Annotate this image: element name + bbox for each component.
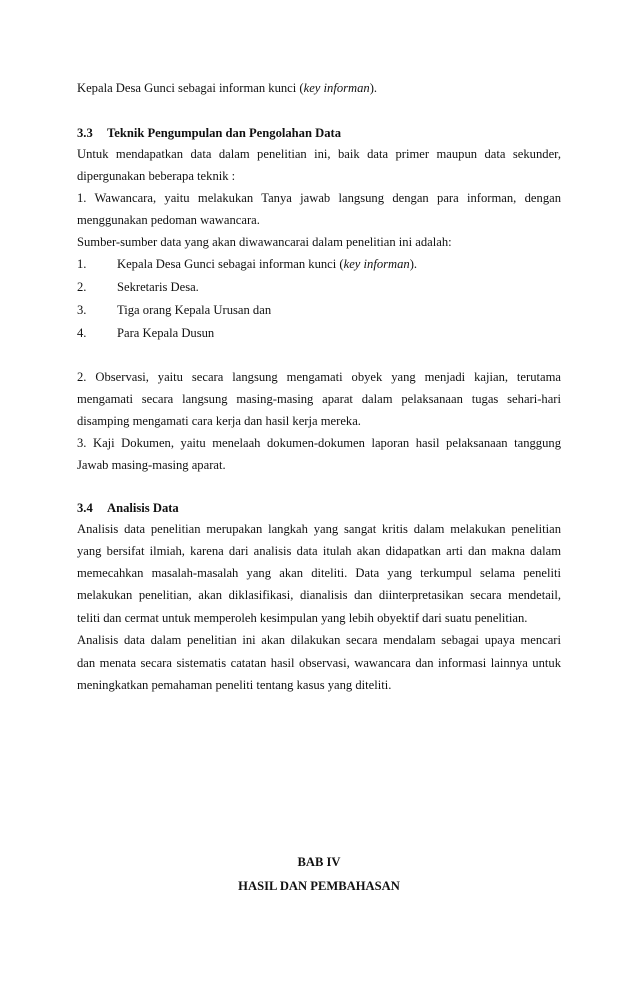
- text-line: Jawab masing-masing aparat.: [77, 458, 226, 472]
- list-text: Sekretaris Desa.: [117, 280, 199, 294]
- text-line: 1. Wawancara, yaitu melakukan Tanya jawab langsung dengan para informan, dengan: [77, 191, 561, 205]
- list-italic: key informan: [343, 257, 410, 271]
- text-line: 2. Observasi, yaitu secara langsung mengamati obyek yang menjadi kajian, terutama: [77, 370, 561, 384]
- text-line: disamping mengamati cara kerja dan hasil kerja mereka.: [77, 414, 361, 428]
- list-number: 2.: [77, 280, 87, 294]
- chapter-title: HASIL DAN PEMBAHASAN: [238, 879, 400, 893]
- list-number: 3.: [77, 303, 87, 317]
- text-line: teliti dan cermat untuk memperoleh kesimpulan yang lebih obyektif dari suatu penelitian.: [77, 611, 528, 625]
- section-3-3-heading: [77, 125, 341, 141]
- list-text: Para Kepala Dusun: [117, 326, 215, 340]
- text-line: 3. Kaji Dokumen, yaitu menelaah dokumen-dokumen laporan hasil pelaksanaan tanggung: [77, 436, 561, 450]
- text-line: melakukan penelitian, akan diklasifikasi, dianalisis dan diinterpretasikan secara mendetail,: [77, 588, 561, 602]
- text-line: meningkatkan pemahaman peneliti tentang kasus yang diteliti.: [77, 678, 392, 692]
- section-3-4-heading: [77, 500, 179, 516]
- text-line: dan menata secara sistematis catatan hasil observasi, wawancara dan informasi lainnya untuk: [77, 656, 561, 670]
- section-title: Teknik Pengumpulan dan Pengolahan Data: [107, 126, 341, 140]
- list-item: [77, 279, 199, 295]
- text-line: mengamati secara langsung masing-masing aparat dalam pelaksanaan tugas sehari-hari: [77, 392, 561, 406]
- chapter-label: BAB IV: [297, 855, 341, 869]
- section-number: 3.3: [77, 126, 93, 140]
- section-number: 3.4: [77, 501, 93, 515]
- text-line: menggunakan pedoman wawancara.: [77, 213, 260, 227]
- text-line: dipergunakan beberapa teknik :: [77, 169, 236, 183]
- text-line: Untuk mendapatkan data dalam penelitian ini, baik data primer maupun data sekunder,: [77, 147, 561, 161]
- intro-text-end: ).: [369, 81, 378, 95]
- text-line: memecahkan masalah-masalah yang akan diteliti. Data yang terkumpul selama peneliti: [77, 566, 561, 580]
- intro-italic: key informan: [303, 81, 370, 95]
- text-line: Sumber-sumber data yang akan diwawancarai dalam penelitian ini adalah:: [77, 235, 452, 249]
- list-text-end: ).: [409, 257, 418, 271]
- section-title: Analisis Data: [107, 501, 179, 515]
- text-line: yang bersifat ilmiah, karena dari analisis data itulah akan didapatkan arti dan makna dalam: [77, 544, 561, 558]
- list-item: [77, 256, 417, 272]
- list-number: 4.: [77, 326, 87, 340]
- list-number: 1.: [77, 257, 87, 271]
- list-text: Tiga orang Kepala Urusan dan: [117, 303, 272, 317]
- intro-paragraph: [77, 80, 377, 96]
- text-line: Analisis data penelitian merupakan langkah yang sangat kritis dalam melakukan penelitian: [77, 522, 561, 536]
- list-item: [77, 302, 271, 318]
- text-line: Analisis data dalam penelitian ini akan dilakukan secara mendalam sebagai upaya mencari: [77, 633, 561, 647]
- list-text: Kepala Desa Gunci sebagai informan kunci (: [117, 257, 344, 271]
- intro-text: Kepala Desa Gunci sebagai informan kunci (: [77, 81, 304, 95]
- list-item: [77, 325, 214, 341]
